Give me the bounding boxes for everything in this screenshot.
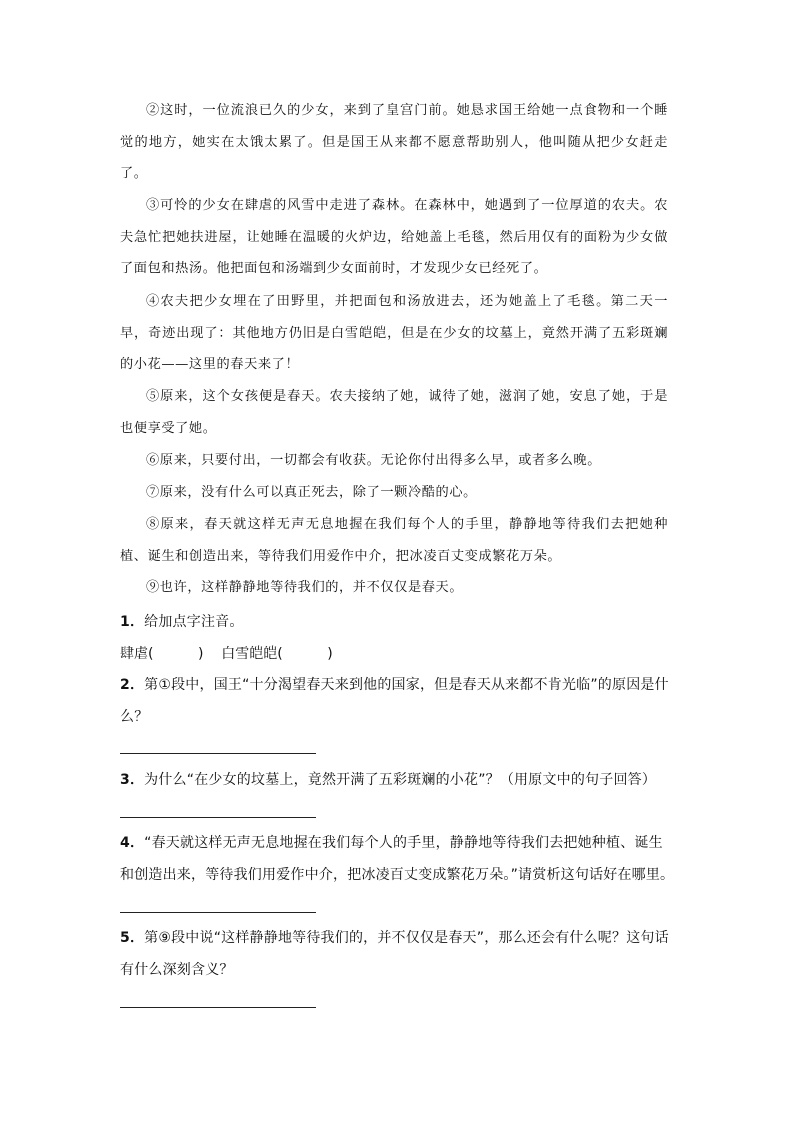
answer-line-2[interactable] [120,753,316,754]
question-text: 给加点字注音。 [144,614,244,630]
passage-paragraph-2: ②这时，一位流浪已久的少女，来到了皇宫门前。她恳求国王给她一点食物和一个睡觉的地方，她实在太饿太累了。但是国王从来都不愿意帮助别人，他叫随从把少女赶走了。 [120,103,668,181]
passage-paragraph-6: ⑥原来，只要付出，一切都会有收获。无论你付出得多么早，或者多么晚。 [146,453,601,468]
question-1-blanks[interactable]: 肆虐( ) 白雪皑皑( ) [120,646,333,662]
passage-paragraph-9: ⑨也许，这样静静地等待我们的，并不仅仅是春天。 [146,580,464,595]
passage-paragraph-7: ⑦原来，没有什么可以真正死去，除了一颗冷酷的心。 [146,485,477,500]
question-number: 2． [120,677,145,693]
question-text: 第⑨段中说“这样静静地等待我们的，并不仅仅是春天”，那么还会有什么呢？这句话有什么深刻含义？ [120,930,669,978]
question-number: 4． [120,835,145,851]
passage-paragraph-5: ⑤原来，这个女孩便是春天。农夫接纳了她，诚待了她，滋润了她，安息了她，于是也便享受了她。 [120,389,668,436]
question-3 [120,764,675,796]
question-number: 1． [120,614,145,630]
passage-paragraph-3: ③可怜的少女在肆虐的风雪中走进了森林。在森林中，她遇到了一位厚道的农夫。农夫急忙把她扶进屋，让她睡在温暖的火炉边，给她盖上毛毯，然后用仅有的面粉为少女做了面包和热汤。他把面包和汤端到少女面前时，才发现少女已经死了。 [120,198,668,276]
passage-paragraph-4: ④农夫把少女埋在了田野里，并把面包和汤放进去，还为她盖上了毛毯。第二天一早，奇迹出现了：其他地方仍旧是白雪皑皑，但是在少女的坟墓上，竟然开满了五彩斑斓的小花——这里的春天来了！ [120,294,668,372]
answer-line-4[interactable] [120,912,316,913]
answer-line-5[interactable] [120,1007,316,1008]
question-5 [120,922,675,986]
question-text: “春天就这样无声无息地握在我们每个人的手里，静静地等待我们去把她种植、诞生和创造出来，等待我们用爱作中介，把冰凌百丈变成繁花万朵。”请赏析这句话好在哪里。 [120,835,675,883]
question-number: 3． [120,772,145,788]
question-text: 为什么“在少女的坟墓上，竟然开满了五彩斑斓的小花”？（用原文中的句子回答） [144,772,657,788]
question-4 [120,827,675,891]
question-2 [120,669,675,733]
question-1 [120,606,675,638]
question-number: 5． [120,930,145,946]
answer-line-3[interactable] [120,817,316,818]
question-text: 第①段中，国王“十分渴望春天来到他的国家，但是春天从来都不肯光临”的原因是什么？ [120,677,669,725]
passage-paragraph-8: ⑧原来，春天就这样无声无息地握在我们每个人的手里，静静地等待我们去把她种植、诞生和创造出来，等待我们用爱作中介，把冰凌百丈变成繁花万朵。 [120,517,668,564]
